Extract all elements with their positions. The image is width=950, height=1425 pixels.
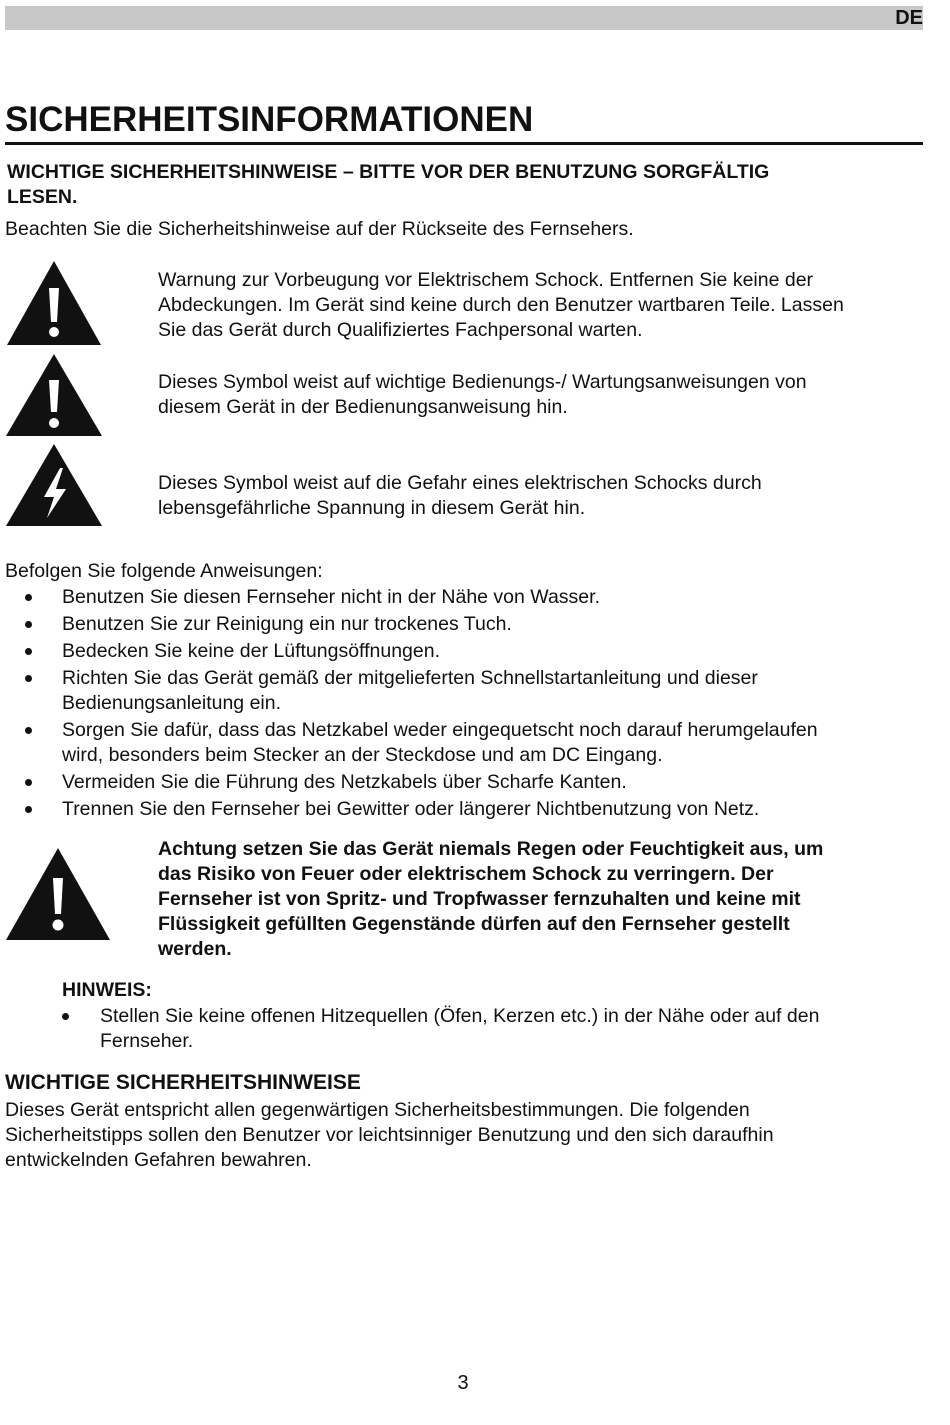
instructions-heading: Befolgen Sie folgende Anweisungen: — [5, 560, 323, 582]
caution-text-line1: Achtung setzen Sie das Gerät niemals Regen oder Feuchtigkeit aus, um — [158, 838, 824, 860]
caution-text-line5: werden. — [158, 938, 232, 960]
list-item: Vermeiden Sie die Führung des Netzkabels über Scharfe Kanten. — [5, 770, 920, 795]
list-item: Benutzen Sie diesen Fernseher nicht in der Nähe von Wasser. — [5, 585, 920, 610]
note-list-item: Stellen Sie keine offenen Hitzequellen (Öfen, Kerzen etc.) in der Nähe oder auf den Fernseher. — [62, 1004, 922, 1054]
bullet-icon — [25, 621, 32, 628]
note-label: HINWEIS: — [62, 979, 152, 1001]
caution-text-line4: Flüssigkeit gefüllten Gegenstände dürfen auf den Fernseher gestellt — [158, 913, 790, 935]
language-bar — [5, 6, 923, 30]
symbol2-text-line2: diesem Gerät in der Bedienungsanweisung hin. — [158, 396, 568, 418]
warning-exclamation-icon — [4, 846, 112, 942]
list-item: Sorgen Sie dafür, dass das Netzkabel weder eingequetscht noch darauf herumgelaufen wird, besonders beim Stecker an der Steckdose und am DC Eingang. — [5, 718, 920, 768]
important-heading-line1: WICHTIGE SICHERHEITSHINWEISE – BITTE VOR DER BENUTZUNG SORGFÄLTIG — [7, 161, 770, 183]
bullet-icon — [25, 727, 32, 734]
warning-exclamation-icon — [4, 352, 104, 438]
caution-text-line3: Fernseher ist von Spritz- und Tropfwasser fernzuhalten und keine mit — [158, 888, 801, 910]
bullet-icon — [25, 675, 32, 682]
intro-text: Beachten Sie die Sicherheitshinweise auf der Rückseite des Fernsehers. — [5, 218, 634, 240]
bullet-icon — [25, 806, 32, 813]
symbol2-text-line1: Dieses Symbol weist auf wichtige Bedienungs-/ Wartungsanweisungen von — [158, 371, 807, 393]
bullet-icon — [25, 594, 32, 601]
section2-heading: WICHTIGE SICHERHEITSHINWEISE — [5, 1071, 361, 1094]
symbol1-text-line2: Abdeckungen. Im Gerät sind keine durch den Benutzer wartbaren Teile. Lassen — [158, 294, 844, 316]
symbol1-text-line3: Sie das Gerät durch Qualifiziertes Fachpersonal warten. — [158, 319, 643, 341]
bullet-icon — [25, 779, 32, 786]
language-label: DE — [895, 7, 923, 29]
list-item: Trennen Sie den Fernseher bei Gewitter oder längerer Nichtbenutzung von Netz. — [5, 797, 920, 822]
warning-exclamation-icon — [4, 258, 104, 348]
symbol3-text-line1: Dieses Symbol weist auf die Gefahr eines elektrischen Schocks durch — [158, 472, 762, 494]
page-number: 3 — [457, 1372, 469, 1394]
instructions-list — [5, 585, 920, 824]
bullet-icon — [62, 1013, 69, 1020]
bullet-icon — [25, 648, 32, 655]
important-heading-line2: LESEN. — [7, 186, 78, 208]
section2-line3: entwickelnden Gefahren bewahren. — [5, 1149, 312, 1171]
list-item: Richten Sie das Gerät gemäß der mitgelieferten Schnellstartanleitung und dieser Bedienungsanleitung ein. — [5, 666, 920, 716]
section2-line1: Dieses Gerät entspricht allen gegenwärtigen Sicherheitsbestimmungen. Die folgenden — [5, 1099, 750, 1121]
high-voltage-icon — [4, 442, 104, 528]
caution-text-line2: das Risiko von Feuer oder elektrischem Schock zu verringern. Der — [158, 863, 774, 885]
list-item: Benutzen Sie zur Reinigung ein nur trockenes Tuch. — [5, 612, 920, 637]
page-title: SICHERHEITSINFORMATIONEN — [5, 100, 923, 145]
symbol1-text-line1: Warnung zur Vorbeugung vor Elektrischem Schock. Entfernen Sie keine der — [158, 269, 814, 291]
list-item: Bedecken Sie keine der Lüftungsöffnungen. — [5, 639, 920, 664]
section2-line2: Sicherheitstipps sollen den Benutzer vor leichtsinniger Benutzung und den sich daraufhin — [5, 1124, 774, 1146]
symbol3-text-line2: lebensgefährliche Spannung in diesem Gerät hin. — [158, 497, 586, 519]
